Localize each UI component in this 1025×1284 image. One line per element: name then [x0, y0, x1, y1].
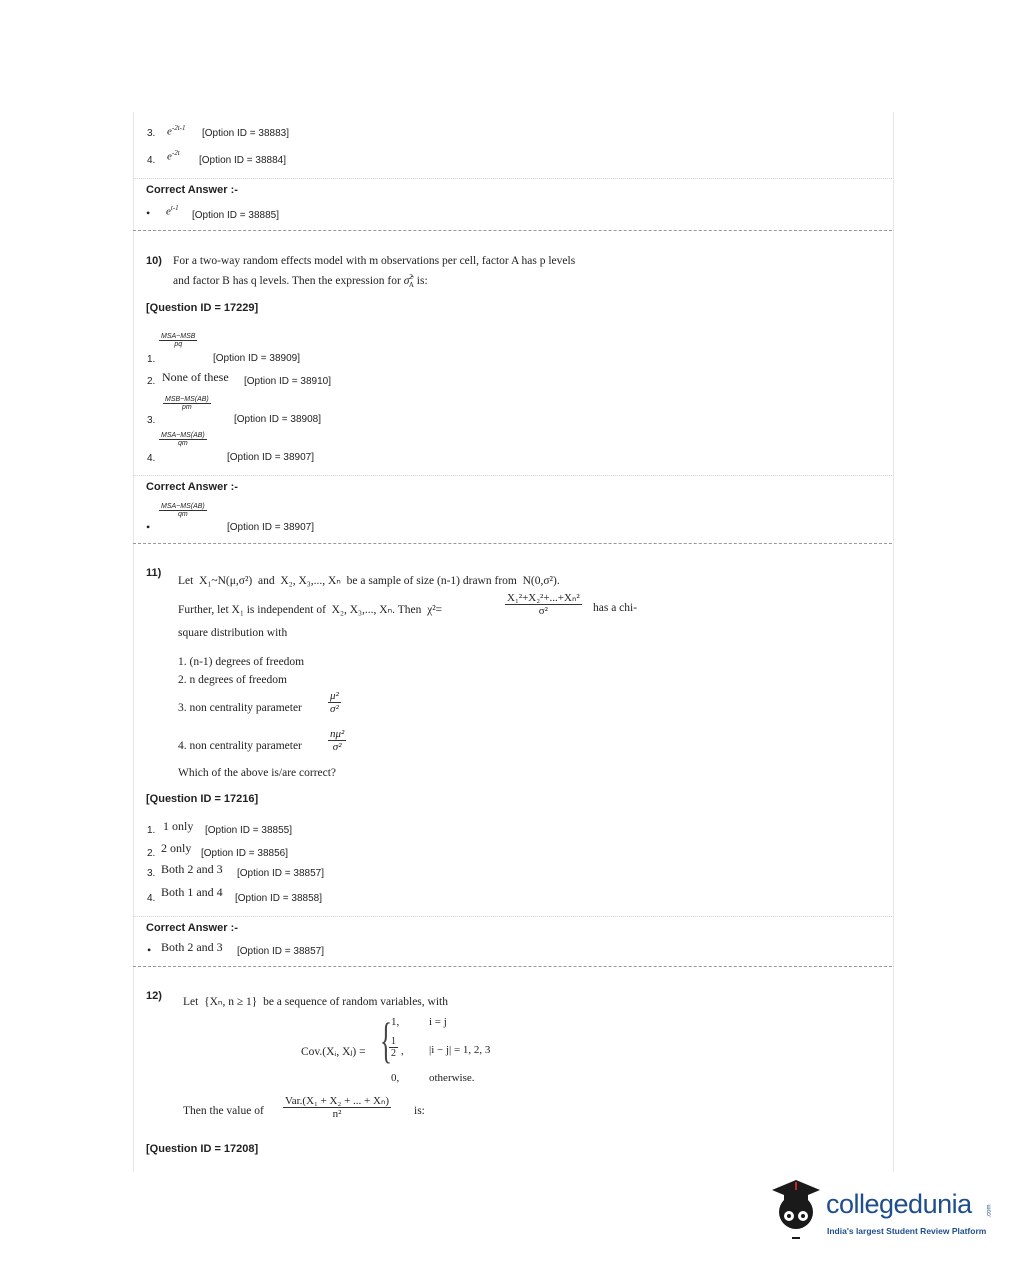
q10-option-3-id: [Option ID = 38908]: [234, 414, 322, 425]
q10-line-2: and factor B has q levels. Then the expression for σ̂$^2_A$ is:: [173, 273, 428, 290]
q11-statement-1: 1. (n-1) degrees of freedom: [178, 656, 305, 668]
q10-option-3-number: 3.: [147, 415, 156, 426]
q11-option-2-number: 2.: [147, 848, 156, 859]
logo-wordmark: collegedunia: [826, 1189, 972, 1219]
q12-variance-fraction: Var.(X₁ + X₂ + ... + Xₙ) n²: [285, 1095, 389, 1120]
q12-then-text: Then the value of: [183, 1105, 264, 1117]
q11-option-3-number: 3.: [147, 868, 156, 879]
q10-correct-answer-label: Correct Answer :-: [146, 481, 238, 493]
q10-option-1-id: [Option ID = 38909]: [213, 353, 301, 364]
q9-answer-expr: $e^{t-1}$: [166, 204, 179, 218]
q11-option-3-id: [Option ID = 38857]: [237, 868, 325, 879]
q11-statement-3: 3. non centrality parameter: [178, 702, 302, 714]
divider: [133, 178, 892, 179]
q12-brace: {: [380, 1012, 392, 1068]
q10-question-id: [Question ID = 17229]: [146, 302, 259, 314]
q11-statement-4-fraction: nμ² σ²: [330, 728, 345, 753]
q11-option-2-text: 2 only: [161, 841, 192, 855]
question-separator: [133, 543, 892, 544]
q11-chi-square-fraction: X₁²+X₂²+...+Xₙ² σ²: [507, 592, 580, 617]
q9-option-3-expr: $e^{-2t-1}$: [167, 124, 186, 138]
q11-option-4-text: Both 1 and 4: [161, 885, 223, 899]
q12-is-text: is:: [414, 1105, 425, 1117]
q12-case-1-condition: i = j: [429, 1016, 447, 1028]
q9-option-3-number: 3.: [147, 128, 156, 139]
q12-covariance-label: Cov.(Xᵢ, Xⱼ) =: [301, 1046, 366, 1058]
q10-option-3-fraction: MSB−MS(AB) pm: [165, 396, 209, 411]
q11-number: 11): [146, 567, 162, 579]
q9-correct-answer-label: Correct Answer :-: [146, 184, 238, 196]
q11-option-1-text: 1 only: [163, 819, 194, 833]
q11-line-2a: Further, let X₁ is independent of X₂, X₃,..., Xₙ. Then χ²=: [178, 604, 443, 616]
q10-answer-fraction: MSA−MS(AB) qm: [161, 503, 205, 518]
q12-case-2-comma: ,: [401, 1045, 404, 1057]
q11-answer-id: [Option ID = 38857]: [237, 946, 325, 957]
q12-question-id: [Question ID = 17208]: [146, 1143, 259, 1155]
q10-option-1-fraction: MSA−MSB pq: [161, 333, 196, 348]
logo-domain: .com: [986, 1204, 993, 1218]
q10-line-1: For a two-way random effects model with m observations per cell, factor A has p levels: [173, 255, 576, 267]
q10-option-2-number: 2.: [147, 376, 156, 387]
mascot-icon: [766, 1178, 826, 1246]
q11-option-4-number: 4.: [147, 893, 156, 904]
q11-option-4-id: [Option ID = 38858]: [235, 893, 323, 904]
question-separator: [133, 230, 892, 231]
collegedunia-logo[interactable]: [766, 1178, 996, 1248]
q11-statement-4: 4. non centrality parameter: [178, 740, 302, 752]
q11-question-prompt: Which of the above is/are correct?: [178, 767, 337, 779]
q12-case-1-value: 1,: [391, 1016, 400, 1028]
q12-case-2-fraction: 1 2: [391, 1036, 396, 1059]
q10-number: 10): [146, 255, 162, 267]
q9-option-4-expr: $e^{-2t}$: [167, 149, 180, 163]
q11-question-id: [Question ID = 17216]: [146, 793, 259, 805]
q11-line-3: square distribution with: [178, 627, 288, 639]
q11-option-3-text: Both 2 and 3: [161, 862, 223, 876]
divider: [133, 916, 892, 917]
q10-option-2-text: None of these: [162, 370, 229, 384]
q10-answer-id: [Option ID = 38907]: [227, 522, 315, 533]
q11-correct-answer-label: Correct Answer :-: [146, 922, 238, 934]
q9-option-3-id: [Option ID = 38883]: [202, 128, 290, 139]
q9-option-4-id: [Option ID = 38884]: [199, 155, 287, 166]
q11-option-2-id: [Option ID = 38856]: [201, 848, 289, 859]
page-frame: [133, 112, 894, 1172]
q12-line-1: Let {Xₙ, n ≥ 1} be a sequence of random variables, with: [183, 996, 448, 1008]
q9-option-4-number: 4.: [147, 155, 156, 166]
q11-answer-text: Both 2 and 3: [161, 940, 223, 954]
q12-case-3-value: 0,: [391, 1072, 400, 1084]
bullet: •: [146, 520, 151, 534]
q11-line-1: Let X₁~N(μ,σ²) and X₂, X₃,..., Xₙ be a sample of size (n-1) drawn from N(0,σ²).: [178, 575, 560, 587]
q12-case-2-condition: |i − j| = 1, 2, 3: [429, 1044, 491, 1056]
question-separator: [133, 966, 892, 967]
divider: [133, 475, 892, 476]
q9-answer-id: [Option ID = 38885]: [192, 210, 280, 221]
q11-option-1-number: 1.: [147, 825, 156, 836]
q10-option-4-id: [Option ID = 38907]: [227, 452, 315, 463]
q10-option-4-number: 4.: [147, 453, 156, 464]
q11-option-1-id: [Option ID = 38855]: [205, 825, 293, 836]
logo-tagline: India's largest Student Review Platform: [827, 1226, 987, 1236]
q10-option-1-number: 1.: [147, 354, 156, 365]
q12-number: 12): [146, 990, 162, 1002]
q11-statement-3-fraction: μ² σ²: [330, 690, 339, 715]
bullet: •: [147, 943, 152, 957]
q12-case-3-condition: otherwise.: [429, 1072, 475, 1084]
q11-statement-2: 2. n degrees of freedom: [178, 674, 287, 686]
q11-line-2b: has a chi-: [593, 602, 638, 614]
bullet: •: [146, 206, 151, 220]
q10-option-2-id: [Option ID = 38910]: [244, 376, 332, 387]
q10-option-4-fraction: MSA−MS(AB) qm: [161, 432, 205, 447]
